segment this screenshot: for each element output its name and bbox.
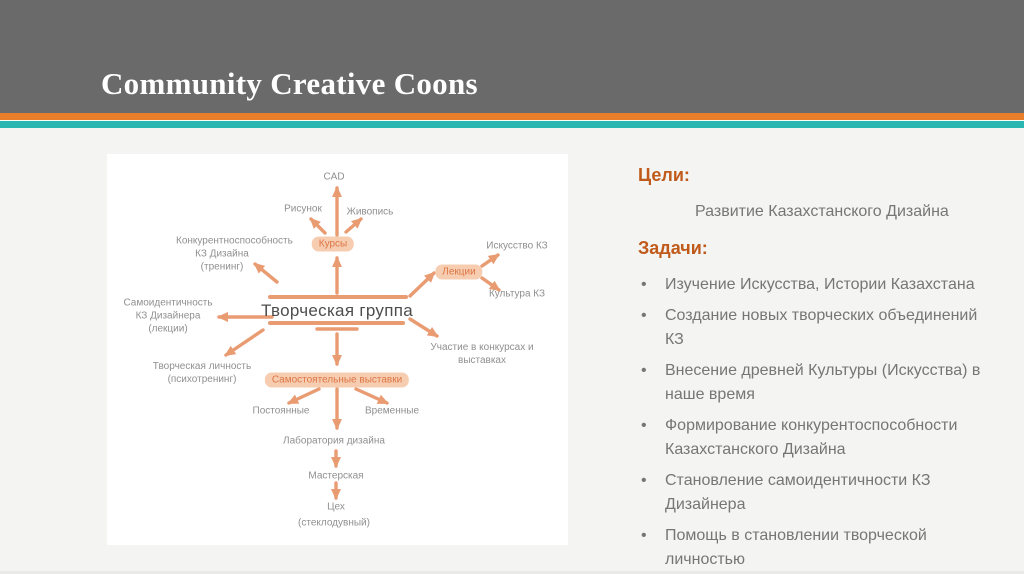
node-courses: Курсы: [312, 237, 354, 252]
task-item: • Формирование конкурентоспособности Казахстанского Дизайна: [638, 414, 996, 462]
task-item: • Становление самоидентичности КЗ Дизайнера: [638, 469, 996, 517]
slide-title: Community Creative Coons: [101, 66, 478, 101]
goals-tasks-panel: [638, 163, 996, 574]
node-workshop: Мастерская: [308, 470, 364, 482]
node-cad: CAD: [323, 171, 345, 183]
node-independent-exhibitions: Самостоятельные выставки: [265, 373, 409, 388]
node-competitiveness: Конкурентноспособность КЗ Дизайна (тренинг): [176, 235, 293, 273]
mindmap-card: [107, 154, 568, 545]
node-self-identity: Самоидентичность КЗ Дизайнера (лекции): [123, 297, 213, 335]
node-shop-type: (стеклодувный): [298, 517, 370, 529]
task-item: • Изучение Искусства, Истории Казахстана: [638, 273, 996, 297]
task-item: • Внесение древней Культуры (Искусства) в наше время: [638, 359, 996, 407]
accent-stripe-teal: [0, 121, 1024, 128]
accent-stripe-orange: [0, 113, 1024, 120]
tasks-list: [638, 273, 996, 572]
node-shop: Цех: [327, 501, 345, 513]
node-lectures: Лекции: [435, 265, 482, 280]
node-art-kz: Искусство КЗ: [486, 240, 548, 252]
node-creative-group-center: Творческая группа: [261, 300, 413, 320]
task-item: • Помощь в становлении творческой личностью: [638, 524, 996, 572]
node-creative-personality: Творческая личность (психотренинг): [152, 361, 252, 385]
node-culture-kz: Культура КЗ: [488, 288, 546, 300]
node-temporary: Временные: [364, 405, 420, 417]
node-design-lab: Лаборатория дизайна: [283, 435, 385, 447]
goal-text: Развитие Казахстанского Дизайна: [695, 203, 949, 220]
node-painting: Живопись: [346, 206, 394, 218]
node-permanent: Постоянные: [252, 405, 310, 417]
tasks-heading: Задачи:: [638, 238, 708, 258]
node-participation: Участие в конкурсах и выставках: [430, 342, 534, 366]
goals-heading: Цели:: [638, 165, 690, 185]
node-drawing: Рисунок: [284, 203, 322, 215]
slide-header: [0, 0, 1024, 113]
task-item: • Создание новых творческих объединений КЗ: [638, 304, 996, 352]
